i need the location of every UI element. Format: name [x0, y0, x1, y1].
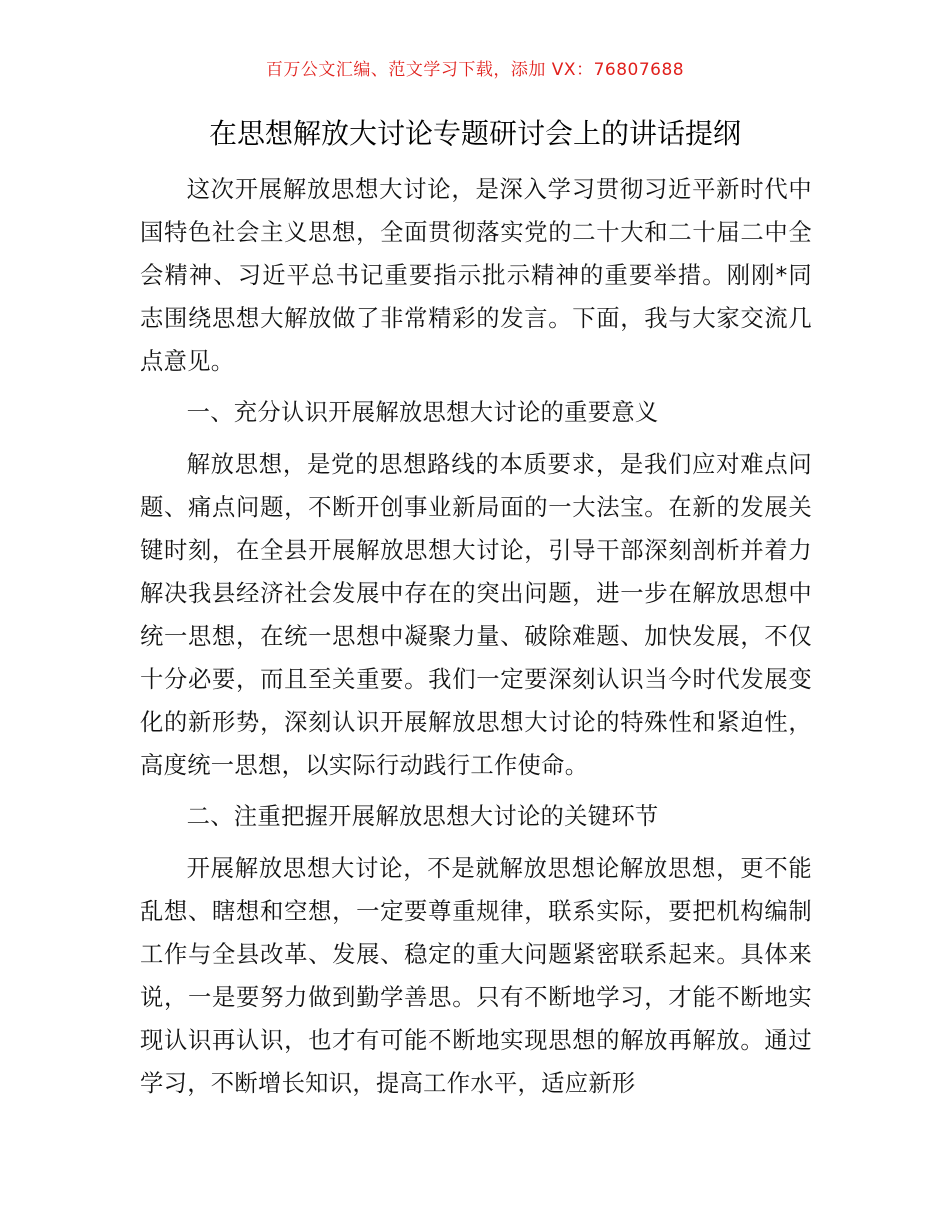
- section-heading-1: 一、充分认识开展解放思想大讨论的重要意义: [186, 399, 659, 426]
- section-heading-2: 二、注重把握开展解放思想大讨论的关键环节: [186, 803, 659, 830]
- document-body: [140, 168, 812, 1110]
- intro-paragraph: 这次开展解放思想大讨论，是深入学习贯彻习近平新时代中国特色社会主义思想，全面贯彻落实党的二十大和二十届二中全会精神、习近平总书记重要指示批示精神的重要举措。刚刚*同志围绕思想大解放做了非常精彩的发言。下面，我与大家交流几点意见。: [140, 176, 812, 375]
- section-paragraph-2: 开展解放思想大讨论，不是就解放思想论解放思想，更不能乱想、瞎想和空想，一定要尊重规律，联系实际，要把机构编制工作与全县改革、发展、稳定的重大问题紧密联系起来。具体来说，一是要努力做到勤学善思。只有不断地学习，才能不断地实现认识再认识，也才有可能不断地实现思想的解放再解放。通过学习，不断增长知识，提高工作水平，适应新形: [140, 855, 812, 1097]
- document-title: 在思想解放大讨论专题研讨会上的讲话提纲: [208, 117, 741, 150]
- section-paragraph-1: 解放思想，是党的思想路线的本质要求，是我们应对难点问题、痛点问题，不断开创事业新局面的一大法宝。在新的发展关键时刻，在全县开展解放思想大讨论，引导干部深刻剖析并着力解决我县经济社会发展中存在的突出问题，进一步在解放思想中统一思想，在统一思想中凝聚力量、破除难题、加快发展，不仅十分必要，而且至关重要。我们一定要深刻认识当今时代发展变化的新形势，深刻认识开展解放思想大讨论的特殊性和紧迫性，高度统一思想，以实际行动践行工作使命。: [140, 451, 812, 779]
- header-banner: 百万公文汇编、范文学习下载，添加 VX：76807688: [265, 60, 685, 80]
